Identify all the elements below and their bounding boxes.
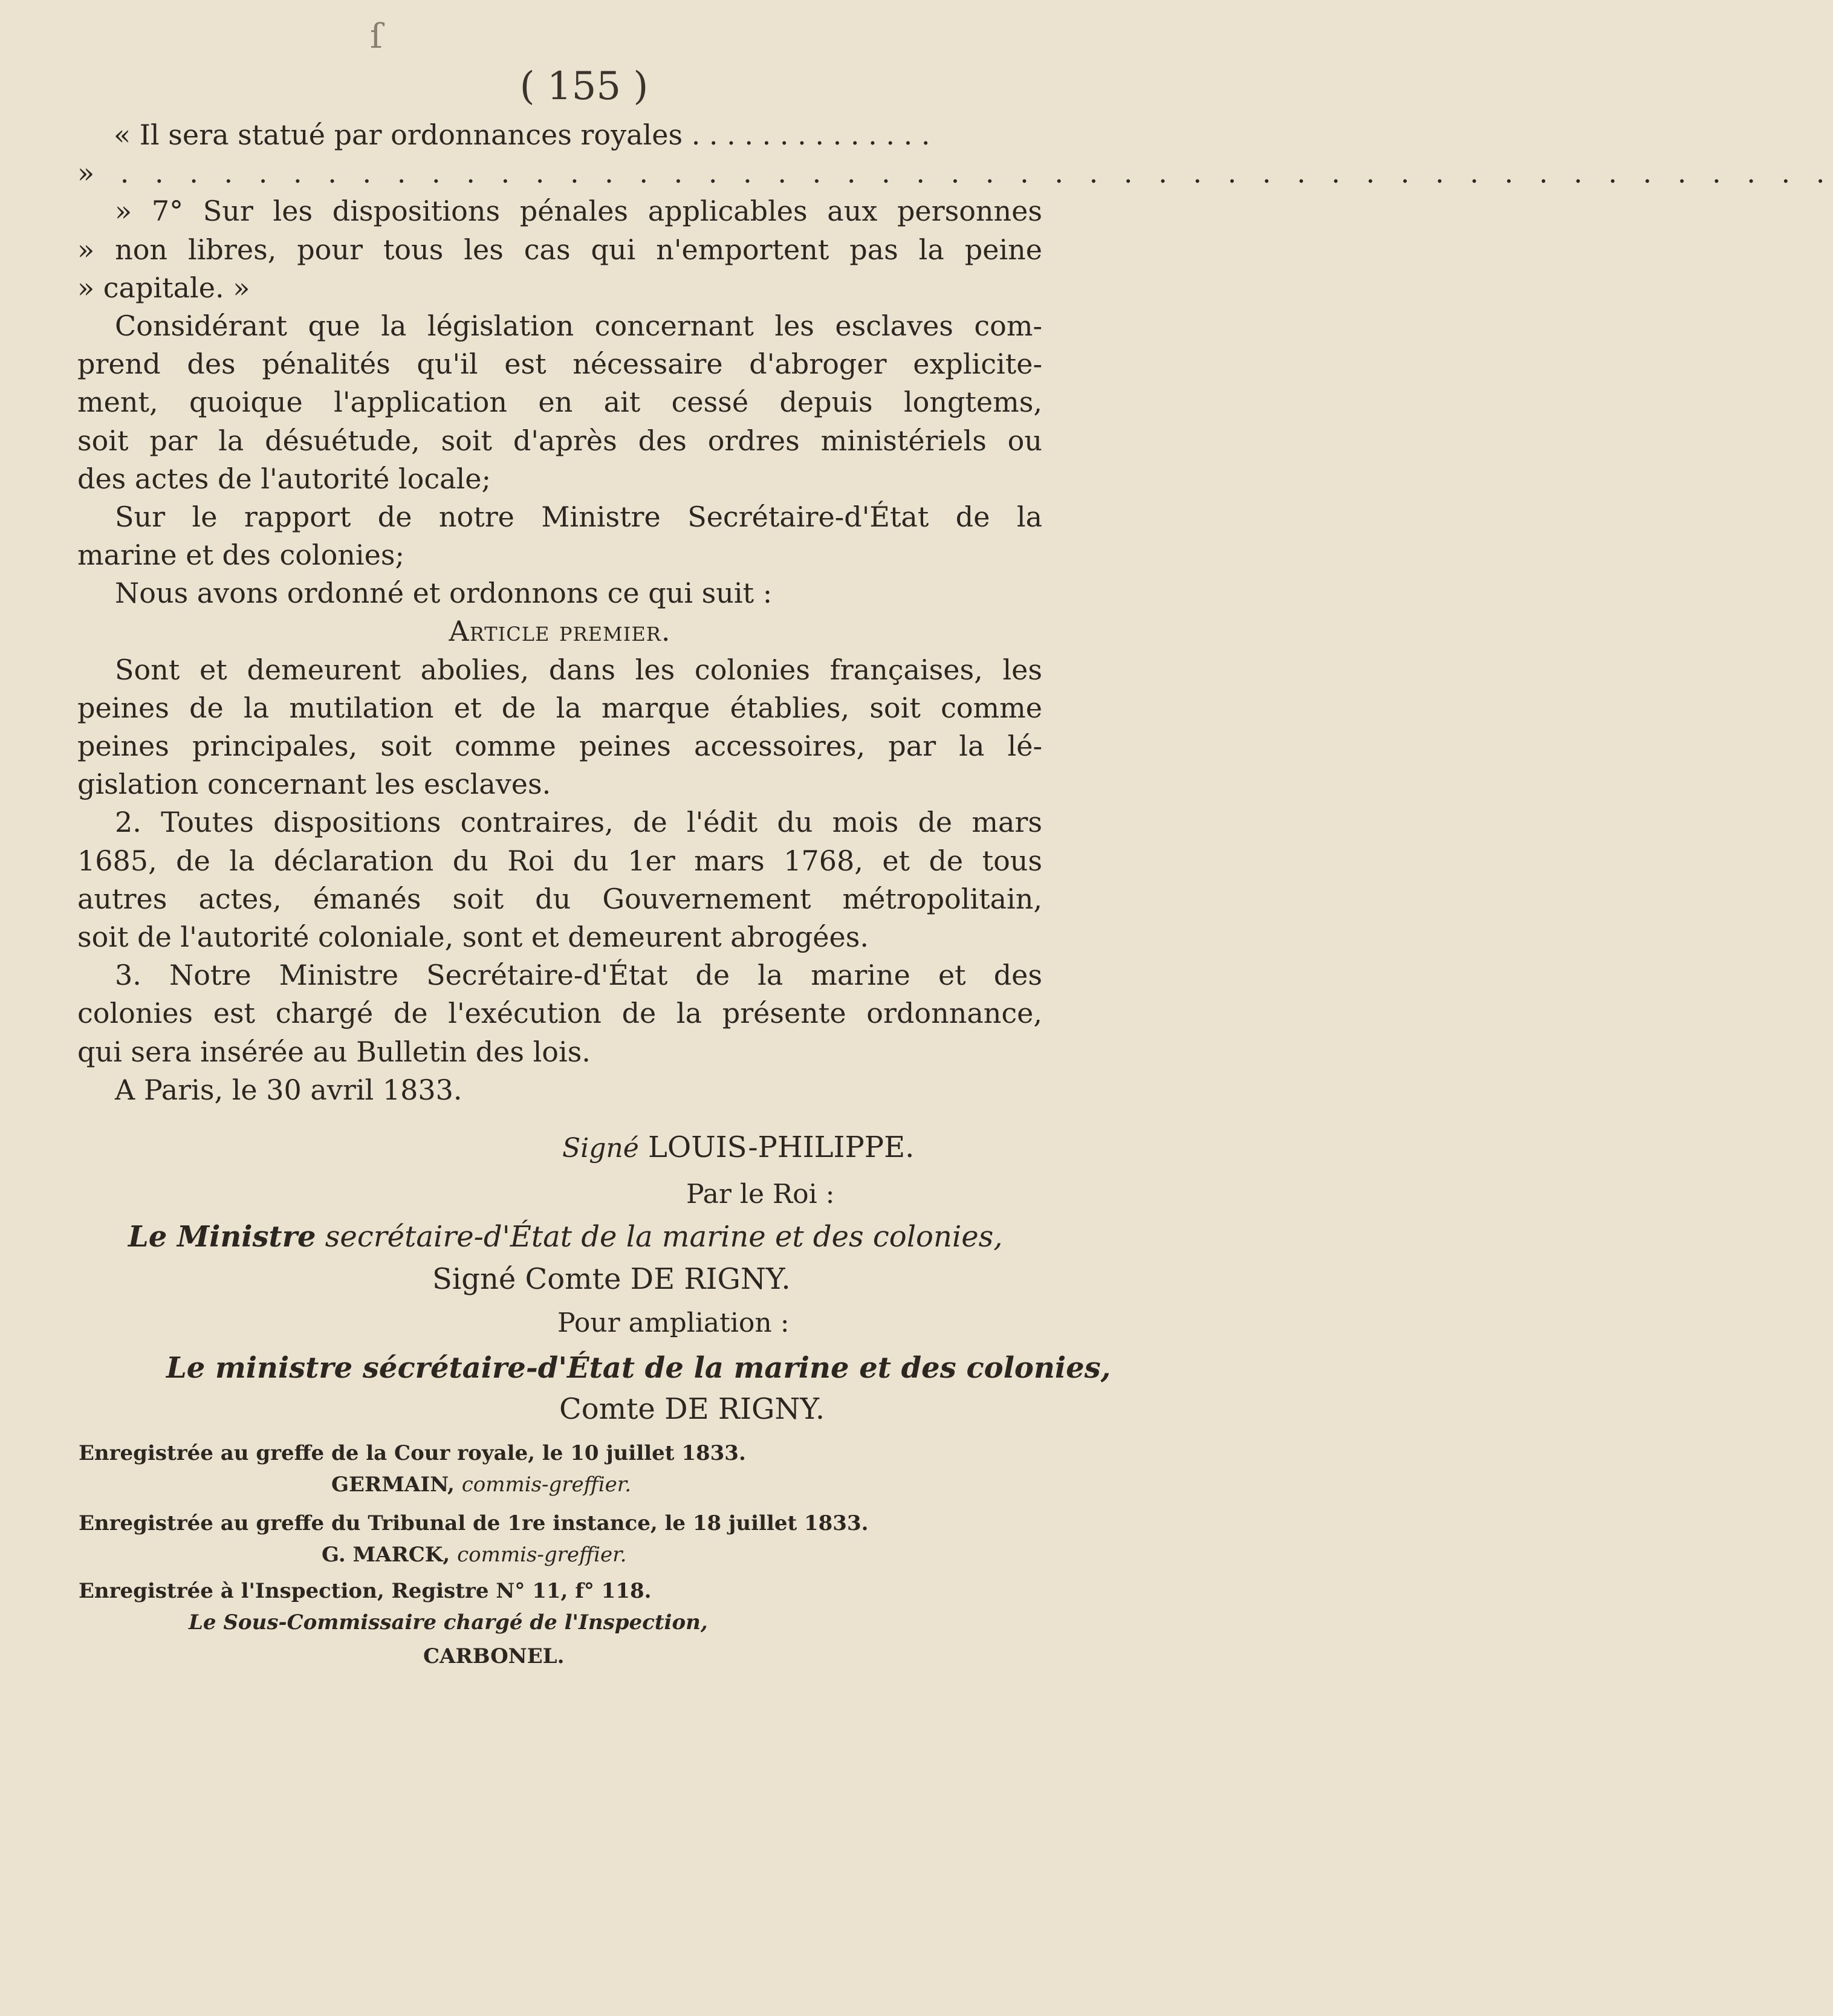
date-line: A Paris, le 30 avril 1833. — [115, 1073, 462, 1106]
signed-label: Signé — [562, 1133, 639, 1164]
article-heading: Article premier. — [449, 615, 671, 648]
text-line: 2. Toutes dispositions contraires, de l'édit du mois de mars — [115, 806, 1042, 839]
text-line: marine et des colonies; — [77, 539, 404, 572]
king-signature — [562, 1130, 914, 1164]
registration-tribunal: Enregistrée au greffe du Tribunal de 1re instance, le 18 juillet 1833. — [79, 1511, 869, 1535]
signer-role: commis-greffier. — [457, 1543, 627, 1567]
text-line: Sont et demeurent abolies, dans les colonies françaises, les — [115, 653, 1042, 686]
text-line: colonies est chargé de l'exécution de la présente ordonnance, — [77, 997, 1042, 1030]
text-line: ment, quoique l'application en ait cessé depuis longtems, — [77, 386, 1042, 419]
text-line: soit de l'autorité coloniale, sont et demeurent abrogées. — [77, 920, 869, 953]
text-line: Nous avons ordonné et ordonnons ce qui suit : — [115, 577, 773, 610]
registration-cour-royale: Enregistrée au greffe de la Cour royale, le 10 juillet 1833. — [79, 1441, 746, 1465]
registration-signer-1 — [331, 1473, 631, 1497]
text-line: peines principales, soit comme peines accessoires, par la lé- — [77, 730, 1042, 762]
rigny-signature: Signé Comte DE RIGNY. — [432, 1262, 791, 1296]
registration-inspection: Enregistrée à l'Inspection, Registre N° 11, f° 118. — [79, 1579, 652, 1603]
page-number: ( 155 ) — [519, 64, 649, 109]
signer-name: G. MARCK, — [322, 1543, 450, 1567]
ordinance-body — [77, 116, 1833, 1109]
text-line: » capitale. » — [77, 271, 250, 304]
text-line: » non libres, pour tous les cas qui n'emportent pas la peine — [77, 233, 1042, 266]
text-line: prend des pénalités qu'il est nécessaire d'abroger explicite- — [77, 348, 1042, 381]
minister-rest: secrétaire-d'État de la marine et des colonies, — [325, 1220, 1003, 1254]
text-line: « Il sera statué par ordonnances royales . . . . . . . . . . . . . . — [114, 118, 930, 151]
text-line: Considérant que la législation concernant les esclaves com- — [115, 309, 1042, 342]
signer-role: commis-greffier. — [461, 1473, 632, 1497]
text-line: peines de la mutilation et de la marque établies, soit comme — [77, 691, 1042, 724]
ampliation-label: Pour ampliation : — [557, 1308, 790, 1338]
text-line: 1685, de la déclaration du Roi du 1er mars 1768, et de tous — [77, 844, 1042, 877]
text-line: qui sera insérée au Bulletin des lois. — [77, 1035, 591, 1068]
text-line: soit par la désuétude, soit d'après des ordres ministériels ou — [77, 424, 1042, 457]
inspection-role: Le Sous-Commissaire chargé de l'Inspection, — [189, 1610, 708, 1635]
text-line: des actes de l'autorité locale; — [77, 462, 491, 495]
text-line: Sur le rapport de notre Ministre Secrétaire-d'État de la — [115, 500, 1042, 533]
rigny-name: Comte DE RIGNY. — [559, 1392, 825, 1426]
minister-title-2: Le ministre sécrétaire-d'État de la marine et des colonies, — [166, 1351, 1111, 1385]
signer-name: GERMAIN, — [331, 1473, 455, 1497]
inspection-signer: CARBONEL. — [423, 1644, 565, 1668]
ellipsis-line: » . . . . . . . . . . . . . . . . . . . . . . . . . . . . . . . . . . . . . . . . . . . . . . . . . . — [77, 157, 1833, 190]
text-line: » 7° Sur les dispositions pénales applicables aux personnes — [115, 195, 1042, 228]
par-le-roi: Par le Roi : — [686, 1179, 835, 1210]
minister-prefix: Le Ministre — [128, 1220, 316, 1254]
text-line: gislation concernant les esclaves. — [77, 768, 551, 801]
registration-signer-2 — [322, 1543, 626, 1567]
text-line: autres actes, émanés soit du Gouvernement métropolitain, — [77, 882, 1042, 915]
text-line: 3. Notre Ministre Secrétaire-d'État de la marine et des — [115, 959, 1042, 992]
ink-mark-icon: ſ — [370, 17, 383, 56]
king-name: LOUIS-PHILIPPE. — [648, 1130, 915, 1164]
minister-title — [128, 1220, 1003, 1254]
